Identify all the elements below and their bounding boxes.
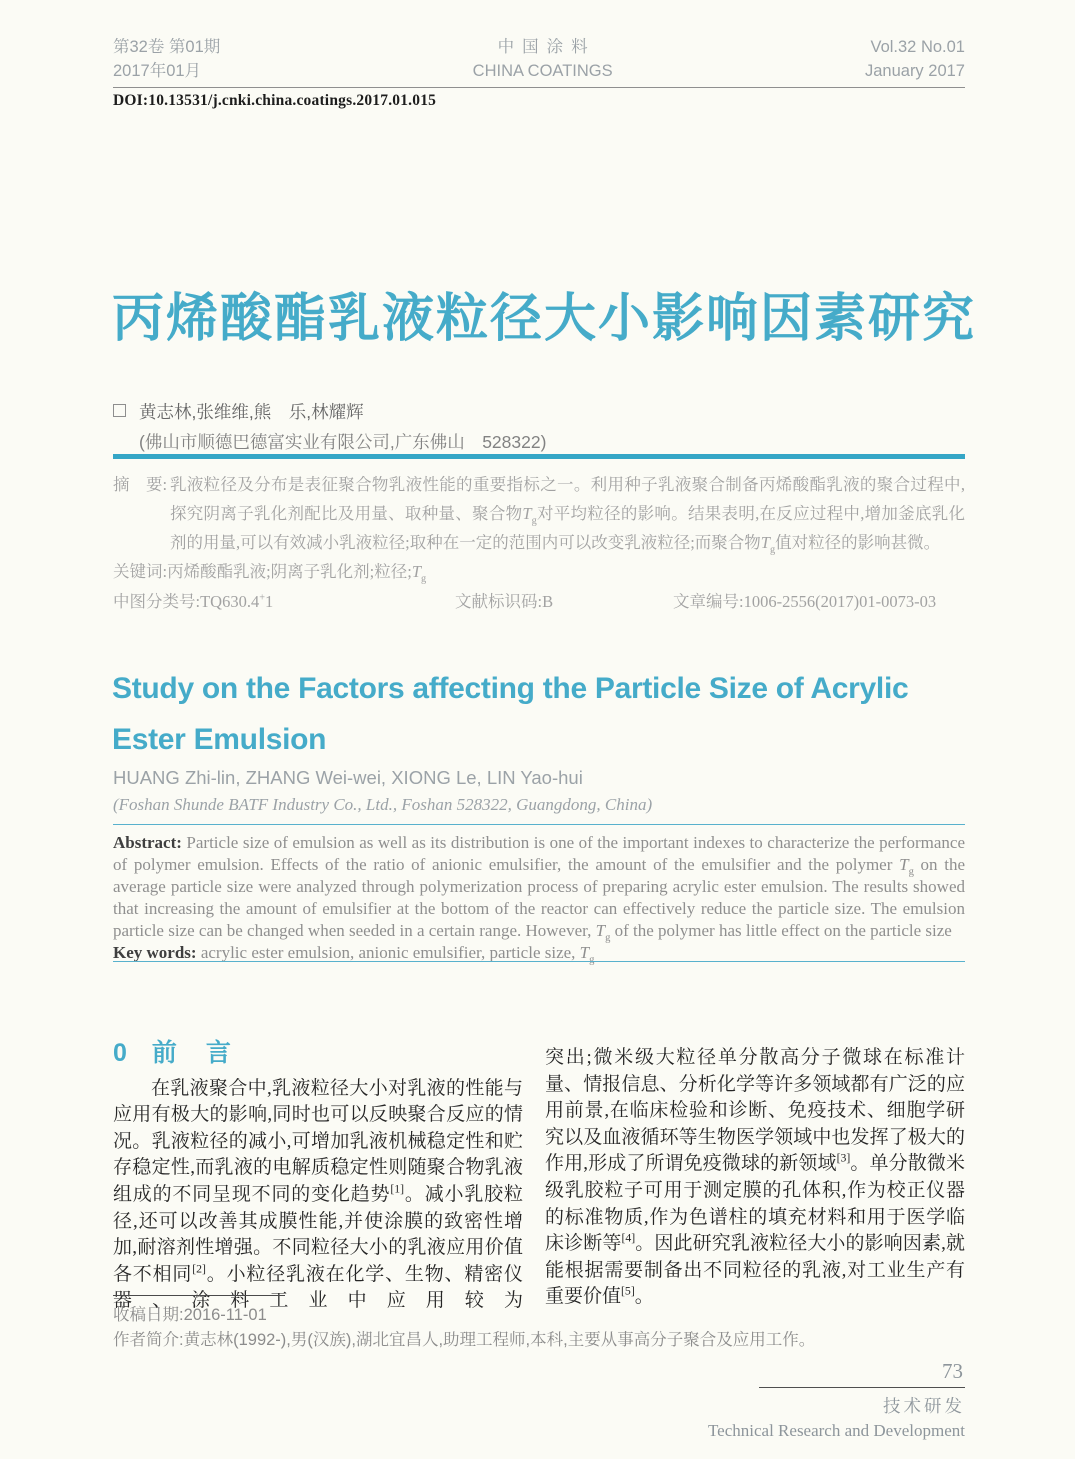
journal-name-cn: 中国涂料 — [497, 38, 596, 56]
column-name-cn: 技术研发 — [883, 1396, 965, 1417]
clc-number: TQ630.4+1 — [200, 592, 274, 611]
article-body — [113, 1040, 965, 1315]
keywords-row-cn — [113, 557, 965, 586]
journal-name-en: CHINA COATINGS — [472, 61, 613, 80]
affiliation-cn: (佛山市顺德巴德富实业有限公司,广东佛山 528322) — [139, 432, 547, 453]
body-column-right — [545, 1040, 965, 1315]
header-center — [473, 36, 613, 84]
clc-label: 中图分类号: — [113, 592, 201, 611]
body-column-left — [113, 1040, 523, 1315]
page-footer — [645, 1358, 965, 1441]
article-no-label: 文章编号: — [673, 592, 744, 611]
author-marker-icon — [113, 404, 126, 417]
abstract-row-cn — [113, 470, 965, 557]
header-divider — [113, 87, 965, 88]
received-label: 收稿日期: — [113, 1306, 184, 1324]
article-title-cn: 丙烯酸酯乳液粒径大小影响因素研究 — [112, 290, 977, 348]
keywords-en: acrylic ester emulsion, anionic emulsifier, particle size, $T_g$ — [200, 943, 595, 966]
doi-line: DOI:10.13531/j.cnki.china.coatings.2017.01.015 — [113, 92, 437, 109]
article-no: 1006-2556(2017)01-0073-03 — [743, 592, 937, 611]
footer-divider — [759, 1387, 965, 1388]
title-en-line2: Ester Emulsion — [112, 723, 327, 756]
abstract-text-en — [113, 832, 965, 942]
footnote-divider — [113, 1295, 285, 1296]
teal-divider-thin-top — [113, 824, 965, 825]
section-number: 0 — [113, 1039, 127, 1067]
doc-code-item — [455, 587, 673, 616]
classification-row — [113, 587, 965, 616]
footnote-block — [113, 1295, 965, 1353]
title-en-line1: Study on the Factors affecting the Particle Size of Acrylic — [112, 672, 909, 705]
header-right — [865, 36, 965, 84]
abstract-block-en — [113, 832, 965, 964]
bio-label: 作者简介: — [113, 1331, 184, 1349]
received-date-line — [113, 1303, 965, 1328]
authors-cn: 黄志林,张维维,熊 乐,林耀辉 — [139, 402, 364, 422]
doc-code-label: 文献标识码: — [455, 592, 543, 611]
authors-en: HUANG Zhi-lin, ZHANG Wei-wei, XIONG Le, LIN Yao-hui — [113, 767, 583, 788]
volume-issue-en: Vol.32 No.01 — [870, 38, 965, 56]
date-cn: 2017年01月 — [113, 61, 202, 80]
body-paragraph-left: 在乳液聚合中,乳液粒径大小对乳液的性能与应用有极大的影响,同时也可以反映聚合反应的情况。乳液粒径的减小,可增加乳液机械稳定性和贮存稳定性,而乳液的电解质稳定性则随聚合物乳液组成的不同呈现不同的变化趋势[1]。减小乳胶粒径,还可以改善其成膜性能,并使涂膜的致密性增加,耐溶剂性增强。不同粒径大小的乳液应用价值各不相同[2]。小粒径乳液在化学、生物、精密仪器、涂料工业中应用较为 — [113, 1077, 523, 1312]
authors-and-affiliation-cn — [139, 399, 546, 456]
article-title-en — [112, 663, 964, 765]
abstract-block-cn — [113, 470, 965, 616]
clc-item — [113, 587, 455, 616]
journal-header — [113, 36, 965, 84]
abstract-text-cn: 乳液粒径及分布是表征聚合物乳液性能的重要指标之一。利用种子乳液聚合制备丙烯酸酯乳液的聚合过程中,探究阴离子乳化剂配比及用量、取种量、聚合物$T_g$对平均粒径的影响。结果表明,在反应过程中,增加釜底乳化剂的用量,可以有效减小乳液粒径;取种在一定的范围内可以改变乳液粒径;而聚合物$T_g$值对粒径的影响甚微。 — [170, 475, 966, 556]
page-number: 73 — [942, 1359, 963, 1383]
affiliation-en: (Foshan Shunde BATF Industry Co., Ltd., Foshan 528322, Guangdong, China) — [113, 795, 653, 814]
article-no-item — [673, 587, 965, 616]
keywords-label-en: Key words: — [113, 943, 197, 962]
header-left — [113, 36, 220, 84]
keywords-cn: 丙烯酸酯乳液;阴离子乳化剂;粒径$;T_g$ — [167, 562, 427, 585]
doc-code: B — [542, 592, 554, 611]
column-name-en: Technical Research and Development — [707, 1421, 965, 1441]
received-date: 2016-11-01 — [183, 1306, 267, 1324]
body-paragraph-right: 突出;微米级大粒径单分散高分子微球在标准计量、情报信息、分析化学等许多领域都有广泛的应用前景,在临床检验和诊断、免疫技术、细胞学研究以及血液循环等生物医学领域中也发挥了极大的作用,形成了所谓免疫微球的新领域[3]。单分散微米级乳胶粒子可用于测定膜的孔体积,作为校正仪器的标准物质,作为色谱柱的填充材料和用于医学临床诊断等[4]。因此研究乳液粒径大小的影响因素,就能根据需要制备出不同粒径的乳液,对工业生产有重要价值[5]。 — [545, 1047, 965, 1308]
authors-block-cn — [113, 399, 546, 456]
abstract-label-en: Abstract: — [113, 833, 182, 852]
abstract-en-body: Particle size of emulsion as well as its distribution is one of the important indexes to characterize the performance of polymer emulsion. Effects of the ratio of anionic emulsifier, the amount of the emulsifier and the polymer $T_g$ on the average particle size were analyzed through polymerization process of preparing acrylic ester emulsion. The results showed that increasing the amount of emulsifier at the bottom of the reactor can effectively reduce the particle size. The emulsion particle size can be changed when seeded in a certain range. However, $T_g$ of the polymer has little effect on the particle size — [113, 833, 966, 944]
teal-divider-thin-bottom — [113, 961, 965, 962]
author-bio-line — [113, 1328, 965, 1353]
section-heading — [113, 1040, 523, 1067]
teal-divider-thick — [113, 454, 965, 459]
bio-text: 黄志林(1992-),男(汉族),湖北宜昌人,助理工程师,本科,主要从事高分子聚合及应用工作。 — [183, 1331, 816, 1349]
keywords-label-cn: 关键词: — [113, 562, 168, 581]
section-title: 前 言 — [151, 1039, 233, 1067]
abstract-label-cn: 摘 要: — [113, 475, 168, 494]
date-en: January 2017 — [864, 61, 965, 80]
volume-issue-cn: 第32卷 第01期 — [113, 38, 221, 56]
